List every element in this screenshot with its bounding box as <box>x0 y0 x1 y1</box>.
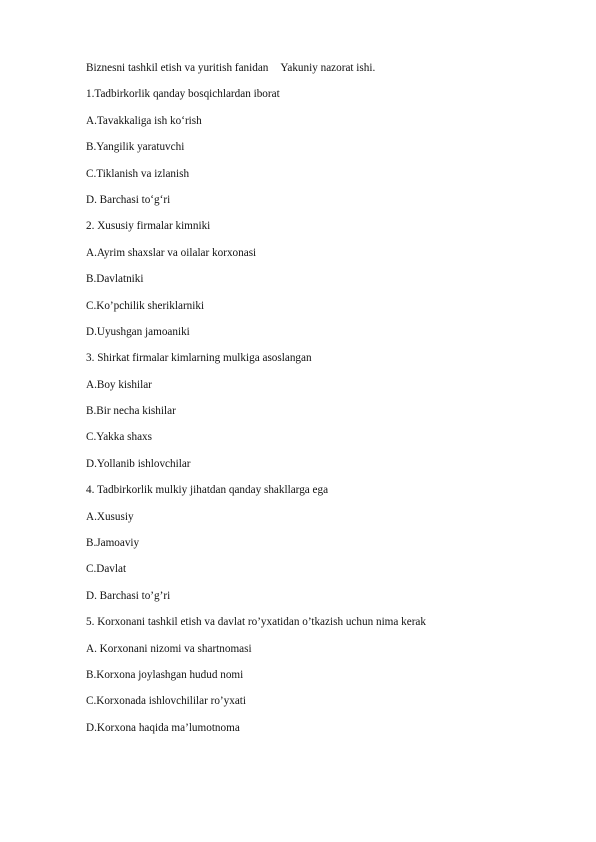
question-5-text: 5. Korxonani tashkil etish va davlat ro’yxatidan o’tkazish uchun nima kerak <box>86 616 426 629</box>
title-assessment: Yakuniy nazorat ishi. <box>280 62 376 74</box>
question-1-text: 1.Tadbirkorlik qanday bosqichlardan iborat <box>86 88 280 101</box>
question-1-option-a: A.Tavakkaliga ish ko‘rish <box>86 114 202 127</box>
document-title <box>86 55 556 81</box>
question-4-text: 4. Tadbirkorlik mulkiy jihatdan qanday shakllarga ega <box>86 484 329 497</box>
question-2-option-a: A.Ayrim shaxslar va oilalar korxonasi <box>86 246 257 259</box>
question-5-option-b: B.Korxona joylashgan hudud nomi <box>86 668 244 681</box>
question-3-option-b: B.Bir necha kishilar <box>86 405 176 418</box>
question-2-option-d: D.Uyushgan jamoaniki <box>86 325 190 338</box>
question-3-text: 3. Shirkat firmalar kimlarning mulkiga asoslangan <box>86 352 312 365</box>
question-2-option-c: C.Ko’pchilik sheriklarniki <box>86 299 205 312</box>
question-2-option-b: B.Davlatniki <box>86 273 144 286</box>
question-5-option-c: C.Korxonada ishlovchililar ro’yxati <box>86 695 247 708</box>
question-1-option-c: C.Tiklanish va izlanish <box>86 167 190 180</box>
question-2-text: 2. Xususiy firmalar kimniki <box>86 220 211 233</box>
question-5-option-a: A. Korxonani nizomi va shartnomasi <box>86 642 252 655</box>
question-1-option-b: B.Yangilik yaratuvchi <box>86 141 185 154</box>
question-5-option-d: D.Korxona haqida ma’lumotnoma <box>86 721 240 734</box>
question-4-option-c: C.Davlat <box>86 563 127 576</box>
question-3-option-a: A.Boy kishilar <box>86 378 152 391</box>
question-4-option-b: B.Jamoaviy <box>86 537 140 550</box>
document-content <box>86 55 556 741</box>
question-1-option-d: D. Barchasi to‘g‘ri <box>86 193 171 206</box>
question-3-option-d: D.Yollanib ishlovchilar <box>86 457 191 470</box>
question-3-option-c: C.Yakka shaxs <box>86 431 152 444</box>
question-4-option-a: A.Xususiy <box>86 510 134 523</box>
question-4-option-d: D. Barchasi to’g’ri <box>86 589 171 602</box>
title-subject: Biznesni tashkil etish va yuritish fanidan <box>86 62 269 74</box>
